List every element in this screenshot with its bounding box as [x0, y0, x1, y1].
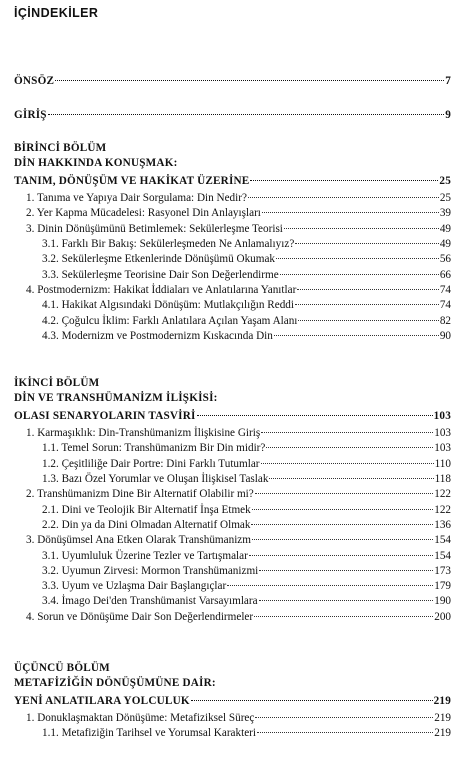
page-number: 190: [434, 595, 451, 608]
part1-main-entry[interactable]: [14, 172, 451, 187]
leader-dots: [249, 543, 433, 555]
part3-main-entry[interactable]: [14, 692, 451, 707]
page-number: 154: [434, 549, 451, 562]
leader-dots: [259, 589, 434, 601]
entry-label: 2.1. Dini ve Teolojik Bir Alternatif İnşa Etmek: [42, 503, 251, 516]
entry-label: 3.3. Sekülerleşme Teorisine Dair Son Değerlendirme: [42, 268, 279, 281]
entry-label: 3.1. Farklı Bir Bakış: Sekülerleşmeden Ne Anlamalıyız?: [42, 238, 295, 251]
page-number: 154: [434, 534, 451, 547]
leader-dots: [197, 404, 433, 416]
leader-dots: [295, 293, 439, 305]
leader-dots: [262, 201, 439, 213]
leader-dots: [255, 482, 433, 494]
entry-label: 1. Donuklaşmaktan Dönüşüme: Metafiziksel Süreç: [26, 712, 255, 725]
leader-dots: [259, 559, 433, 571]
page-number: 49: [439, 238, 451, 251]
leader-dots: [298, 308, 438, 320]
page-number: 74: [439, 299, 451, 312]
page-number: 103: [433, 410, 451, 423]
toc-entry-giris[interactable]: [14, 106, 451, 121]
entry-label: 2.2. Din ya da Dini Olmadan Alternatif Olmak: [42, 518, 251, 531]
page-number: 56: [439, 253, 451, 266]
toc-entry[interactable]: [26, 608, 451, 623]
entry-label: 1.2. Çeşitliliğe Dair Portre: Dini Farklı Tutumlar: [42, 457, 260, 470]
entry-label: 3.3. Uyum ve Uzlaşma Dair Başlangıçlar: [42, 580, 227, 593]
leader-dots: [250, 169, 438, 181]
page-number: 122: [434, 488, 451, 501]
entry-label: 2. Transhümanizm Dine Bir Alternatif Olabilir mi?: [26, 488, 254, 501]
part2-subtitle: DİN VE TRANSHÜMANİZM İLİŞKİSİ:: [14, 392, 218, 404]
part3-heading: ÜÇÜNCÜ BÖLÜM: [14, 662, 110, 674]
leader-dots: [252, 498, 433, 510]
toc-entry[interactable]: [42, 327, 451, 342]
page-number: 118: [434, 473, 451, 486]
entry-label: 1.1. Temel Sorun: Transhümanizm Bir Din midir?: [42, 442, 266, 455]
page-number: 66: [439, 268, 451, 281]
entry-label: TANIM, DÖNÜŞÜM VE HAKİKAT ÜZERİNE: [14, 175, 250, 188]
leader-dots: [252, 528, 433, 540]
entry-label: 4. Postmodernizm: Hakikat İddiaları ve Anlatılarına Yanıtlar: [26, 283, 297, 296]
page-number: 25: [439, 192, 451, 205]
page-number: 39: [439, 207, 451, 220]
leader-dots: [227, 574, 433, 586]
entry-label: 3.4. İmago Dei'den Transhümanist Varsayımlara: [42, 595, 258, 608]
entry-label: GİRİŞ: [14, 109, 47, 122]
part2-main-entry[interactable]: [14, 407, 451, 422]
page-number: 74: [439, 283, 451, 296]
entry-label: 3. Dinin Dönüşümünü Betimlemek: Sekülerleşme Teorisi: [26, 222, 283, 235]
entry-label: 3.2. Uyumun Zirvesi: Mormon Transhümanizmi: [42, 564, 259, 577]
part1-subtitle: DİN HAKKINDA KONUŞMAK:: [14, 157, 178, 169]
entry-label: 3.2. Sekülerleşme Etkenlerinde Dönüşümü Okumak: [42, 253, 276, 266]
entry-label: 1. Karmaşıklık: Din-Transhümanizm İlişkisine Giriş: [26, 427, 261, 440]
page-number: 219: [433, 695, 451, 708]
entry-label: 2. Yer Kapma Mücadelesi: Rasyonel Din Anlayışları: [26, 207, 261, 220]
leader-dots: [297, 278, 439, 290]
leader-dots: [280, 263, 439, 275]
entry-label: 3.1. Uyumluluk Üzerine Tezler ve Tartışmalar: [42, 549, 248, 562]
leader-dots: [248, 186, 439, 198]
page-number: 90: [439, 329, 451, 342]
page-number: 136: [434, 518, 451, 531]
part3-subtitle: METAFİZİĞİN DÖNÜŞÜMÜNE DAİR:: [14, 677, 216, 689]
page-number: 25: [439, 175, 451, 188]
part2-heading: İKİNCİ BÖLÜM: [14, 377, 100, 389]
leader-dots: [261, 452, 434, 464]
part1-heading: BİRİNCİ BÖLÜM: [14, 142, 107, 154]
leader-dots: [257, 721, 433, 733]
leader-dots: [266, 436, 433, 448]
leader-dots: [295, 232, 439, 244]
leader-dots: [276, 247, 439, 259]
entry-label: YENİ ANLATILARA YOLCULUK: [14, 695, 190, 708]
page-number: 110: [434, 457, 451, 470]
page-number: 103: [434, 427, 451, 440]
leader-dots: [48, 103, 444, 115]
page-number: 173: [434, 564, 451, 577]
leader-dots: [255, 706, 433, 718]
leader-dots: [269, 467, 433, 479]
page-number: 219: [434, 712, 451, 725]
leader-dots: [261, 421, 433, 433]
entry-label: ÖNSÖZ: [14, 75, 55, 88]
leader-dots: [55, 69, 444, 81]
page-number: 122: [434, 503, 451, 516]
entry-label: 4.1. Hakikat Algısındaki Dönüşüm: Mutlakçılığın Reddi: [42, 299, 295, 312]
leader-dots: [251, 513, 433, 525]
entry-label: 1. Tanıma ve Yapıya Dair Sorgulama: Din Nedir?: [26, 192, 247, 205]
leader-dots: [191, 689, 433, 701]
page-number: 49: [439, 222, 451, 235]
leader-dots: [284, 217, 439, 229]
entry-label: 4.3. Modernizm ve Postmodernizm Kıskacında Din: [42, 329, 273, 342]
leader-dots: [254, 605, 433, 617]
toc-entry-onsoz[interactable]: [14, 72, 451, 87]
page-number: 179: [434, 580, 451, 593]
page-number: 7: [445, 75, 451, 88]
entry-label: 4.2. Çoğulcu İklim: Farklı Anlatılara Açılan Yaşam Alanı: [42, 314, 298, 327]
entry-label: 1.3. Bazı Özel Yorumlar ve Oluşan İlişkisel Taslak: [42, 473, 269, 486]
entry-label: 3. Dönüşümsel Ana Etken Olarak Transhümanizm: [26, 534, 251, 547]
page-number: 9: [445, 109, 451, 122]
page-number: 219: [434, 727, 451, 740]
page-number: 103: [434, 442, 451, 455]
toc-entry[interactable]: [42, 724, 451, 739]
entry-label: OLASI SENARYOLARIN TASVİRİ: [14, 410, 196, 423]
toc-title: İÇİNDEKİLER: [14, 6, 99, 20]
entry-label: 4. Sorun ve Dönüşüme Dair Son Değerlendirmeler: [26, 610, 254, 623]
entry-label: 1.1. Metafiziğin Tarihsel ve Yorumsal Karakteri: [42, 727, 257, 740]
leader-dots: [274, 324, 439, 336]
page-number: 200: [434, 610, 451, 623]
page-number: 82: [439, 314, 451, 327]
